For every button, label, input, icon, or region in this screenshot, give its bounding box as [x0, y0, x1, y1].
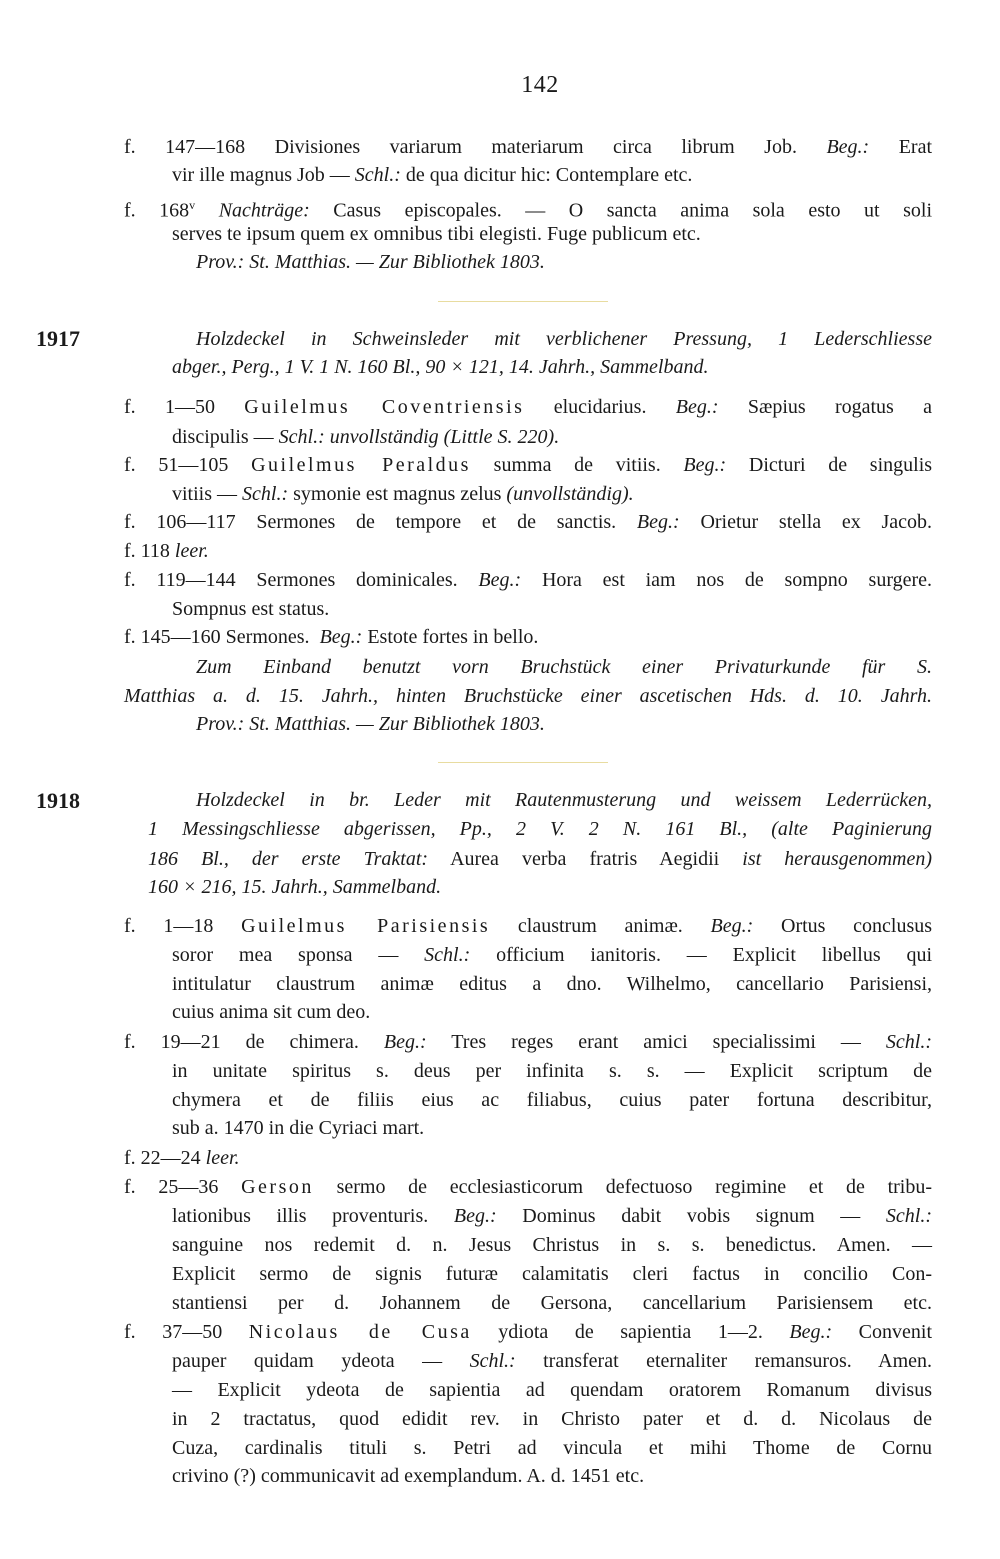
item-line: soror mea sponsa — Schl.: officium ianitoris. — Explicit libellus qui [172, 944, 933, 966]
item-line: f. 51—105 Guilelmus Peraldus summa de vitiis. Beg.: Dicturi de singulis [124, 454, 933, 476]
entry-number: 1918 [36, 788, 80, 813]
entry-description: abger., Perg., 1 V. 1 N. 160 Bl., 90 × 121, 14. Jahrh., Sammelband. [172, 356, 709, 378]
item-line: crivino (?) communicavit ad exemplandum. A. d. 1451 etc. [172, 1465, 645, 1487]
item-line: serves te ipsum quem ex omnibus tibi elegisti. Fuge publicum etc. [172, 223, 701, 245]
item-line: vitiis — Schl.: symonie est magnus zelus (unvollständig). [172, 483, 634, 505]
item-line: pauper quidam ydeota — Schl.: transferat eternaliter remansuros. Amen. [172, 1350, 933, 1372]
item-line: cuius anima sit cum deo. [172, 1001, 371, 1023]
item-line: f. 22—24 leer. [124, 1147, 240, 1169]
item-line: f. 145—160 Sermones. Beg.: Estote fortes in bello. [124, 626, 539, 648]
item-line: Sompnus est status. [172, 598, 330, 620]
item-line: stantiensi per d. Johannem de Gersona, cancellarium Parisiensem etc. [172, 1292, 932, 1314]
binding-note: Zum Einband benutzt vorn Bruchstück einer Privaturkunde für S. [196, 656, 932, 678]
item-line: intitulatur claustrum animæ editus a dno. Wilhelmo, cancellario Parisiensi, [172, 973, 932, 995]
separator-line [438, 762, 608, 763]
item-line: f. 1—18 Guilelmus Parisiensis claustrum animæ. Beg.: Ortus conclusus [124, 915, 933, 937]
item-line: f. 168$^v$ Nachträge: Casus episcopales. — O sancta anima sola esto ut soli [124, 198, 933, 222]
item-line: f. 19—21 de chimera. Beg.: Tres reges erant amici specialissimi — Schl.: [124, 1031, 933, 1053]
entry-description: 1 Messingschliesse abgerissen, Pp., 2 V. 2 N. 161 Bl., (alte Paginierung [148, 818, 932, 840]
item-line: chymera et de filiis eius ac filiabus, cuius pater fortuna describitur, [172, 1089, 932, 1111]
provenance-note: Prov.: St. Matthias. — Zur Bibliothek 1803. [196, 713, 545, 735]
provenance-note: Prov.: St. Matthias. — Zur Bibliothek 1803. [196, 251, 545, 273]
binding-note: Matthias a. d. 15. Jahrh., hinten Bruchstücke einer ascetischen Hds. d. 10. Jahrh. [124, 685, 932, 707]
entry-number: 1917 [36, 326, 80, 351]
item-line: f. 106—117 Sermones de tempore et de sanctis. Beg.: Orietur stella ex Jacob. [124, 511, 933, 533]
page-number: 142 [521, 72, 559, 98]
entry-description: Holzdeckel in Schweinsleder mit verblichener Pressung, 1 Lederschliesse [196, 328, 932, 350]
entry-description: 186 Bl., der erste Traktat: Aurea verba fratris Aegidii ist herausgenommen) [148, 848, 933, 870]
item-line: — Explicit ydeota de sapientia ad quendam oratorem Romanum divisus [172, 1379, 932, 1401]
item-line: f. 119—144 Sermones dominicales. Beg.: Hora est iam nos de sompno surgere. [124, 569, 933, 591]
entry-description: Holzdeckel in br. Leder mit Rautenmusterung und weissem Lederrücken, [196, 789, 932, 811]
entry-description: 160 × 216, 15. Jahrh., Sammelband. [148, 876, 442, 898]
item-line: sub a. 1470 in die Cyriaci mart. [172, 1117, 425, 1139]
item-line: f. 147—168 Divisiones variarum materiarum circa librum Job. Beg.: Erat [124, 136, 932, 158]
item-line: Cuza, cardinalis tituli s. Petri ad vincula et mihi Thome de Cornu [172, 1437, 932, 1459]
item-line: in unitate spiritus s. deus per infinita s. s. — Explicit scriptum de [172, 1060, 932, 1082]
item-line: vir ille magnus Job — Schl.: de qua dicitur hic: Contemplare etc. [172, 164, 693, 186]
item-line: f. 1—50 Guilelmus Coventriensis elucidarius. Beg.: Sæpius rogatus a [124, 396, 933, 418]
item-line: discipulis — Schl.: unvollständig (Little S. 220). [172, 426, 560, 448]
item-line: lationibus illis proventuris. Beg.: Dominus dabit vobis signum — Schl.: [172, 1205, 933, 1227]
item-line: sanguine nos redemit d. n. Jesus Christus in s. s. benedictus. Amen. — [172, 1234, 932, 1256]
item-line: f. 37—50 Nicolaus de Cusa ydiota de sapientia 1—2. Beg.: Convenit [124, 1321, 933, 1343]
separator-line [438, 301, 608, 302]
item-line: f. 25—36 Gerson sermo de ecclesiasticorum defectuoso regimine et de tribu- [124, 1176, 933, 1198]
item-line: Explicit sermo de signis futuræ calamitatis cleri factus in concilio Con- [172, 1263, 932, 1285]
item-line: f. 118 leer. [124, 540, 209, 562]
item-line: in 2 tractatus, quod edidit rev. in Christo pater et d. d. Nicolaus de [172, 1408, 932, 1430]
